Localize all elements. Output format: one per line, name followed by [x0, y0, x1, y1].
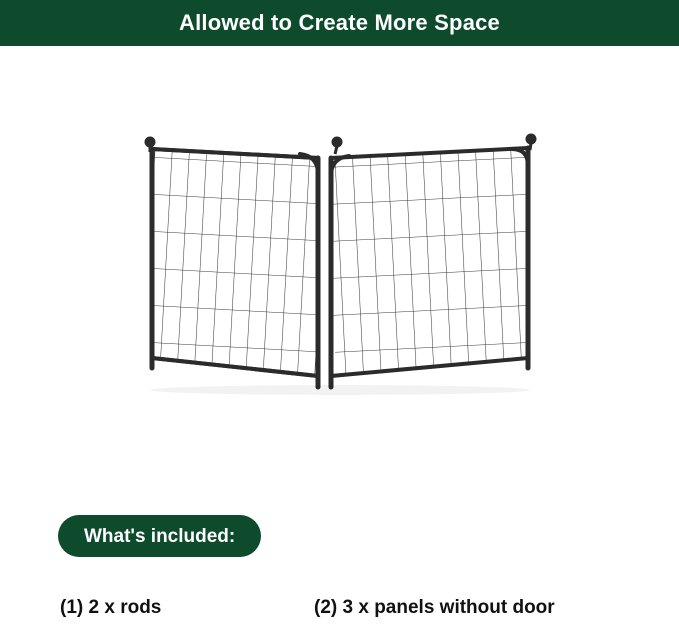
whats-included-label: What's included:: [84, 525, 236, 547]
list-item: (1) 2 x rods: [60, 597, 162, 618]
playpen-illustration: [0, 46, 679, 496]
left-finial: [145, 137, 156, 148]
product-image: [0, 46, 679, 496]
right-panel: [325, 134, 552, 401]
whats-included-badge: [58, 515, 261, 557]
center-finial: [332, 137, 343, 148]
header-banner: [0, 0, 679, 46]
page-title: Allowed to Create More Space: [178, 10, 500, 35]
left-panel: [132, 137, 331, 401]
right-finial: [526, 134, 537, 145]
list-item: (2) 3 x panels without door: [314, 597, 555, 618]
included-items-list: [0, 592, 679, 627]
